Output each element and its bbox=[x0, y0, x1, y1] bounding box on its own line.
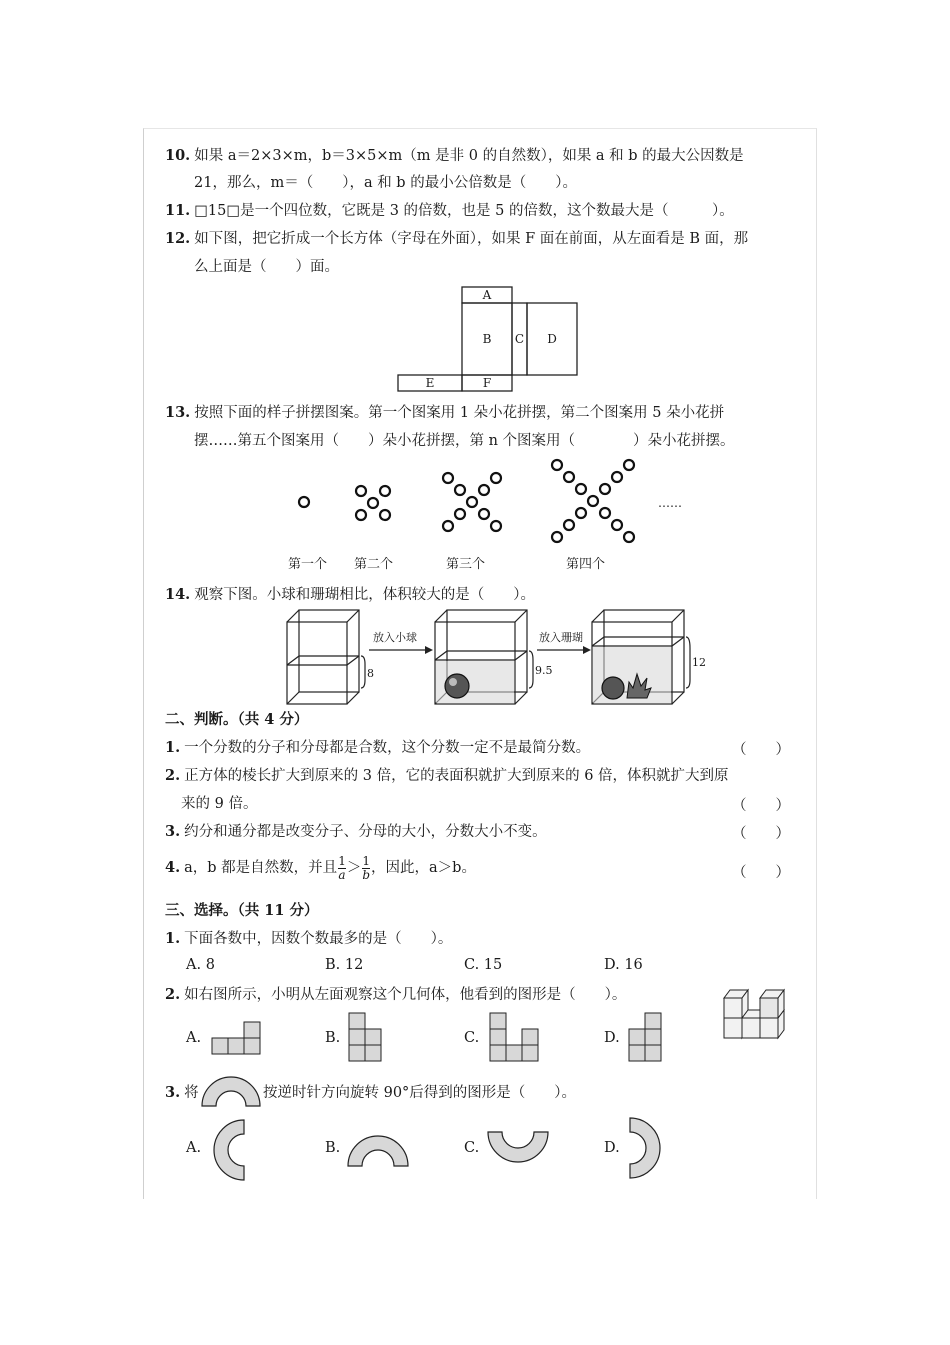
s3-q1-option-b[interactable]: B. 12 bbox=[325, 957, 364, 973]
level-label-2: 9.5 bbox=[535, 664, 553, 677]
section3-title: 三、选择。（共 11 分） bbox=[165, 902, 319, 919]
flower-patterns bbox=[290, 455, 690, 550]
s3-q3-option-a[interactable]: A. bbox=[186, 1140, 202, 1156]
s3-q2 bbox=[165, 985, 626, 1005]
s2-item1-number: 1. bbox=[165, 739, 181, 756]
s2-item4-pre: a，b 都是自然数，并且 bbox=[184, 860, 338, 876]
fraction-1-over-b bbox=[362, 855, 370, 882]
flower bbox=[612, 472, 622, 482]
flower bbox=[576, 484, 586, 494]
flower bbox=[600, 508, 610, 518]
cuboid-net-figure bbox=[395, 285, 585, 395]
q12-text1: 如下图，把它折成一个长方体（字母在外面），如果 F 面在前面，从左面看是 B 面，那 bbox=[194, 231, 749, 247]
gt-sign: ＞ bbox=[346, 860, 362, 876]
s3-q3-option-d[interactable]: D. bbox=[604, 1140, 620, 1156]
q3-choice-a-shape bbox=[208, 1118, 248, 1182]
flower bbox=[491, 521, 501, 531]
caption-first: 第一个 bbox=[288, 557, 328, 572]
q13-line1 bbox=[165, 403, 724, 423]
s2-item2-text1: 正方体的棱长扩大到原来的 3 倍，它的表面积就扩大到原来的 6 倍，体积就扩大到原 bbox=[184, 768, 729, 784]
s2-item2-line2: 来的 9 倍。 bbox=[181, 796, 258, 812]
s2-item4 bbox=[165, 854, 476, 882]
flower bbox=[299, 497, 309, 507]
q12-line2: 么上面是（ ）面。 bbox=[194, 259, 339, 275]
q11-line bbox=[165, 201, 734, 221]
s3-q3-number: 3. bbox=[165, 1084, 181, 1101]
net-label-b: B bbox=[482, 332, 492, 346]
s3-q3-option-c[interactable]: C. bbox=[464, 1140, 480, 1156]
s2-item2 bbox=[165, 766, 729, 786]
s3-q2-option-d[interactable]: D. bbox=[604, 1030, 620, 1046]
q12-line1 bbox=[165, 229, 748, 249]
flower bbox=[455, 485, 465, 495]
q3-choice-d-shape bbox=[626, 1116, 666, 1180]
flower bbox=[564, 472, 574, 482]
arch-shape-icon bbox=[200, 1072, 262, 1108]
flower bbox=[479, 509, 489, 519]
s3-q1-text: 下面各数中，因数个数最多的是（ ）。 bbox=[184, 931, 453, 947]
q10-text1: 如果 a＝2×3×m，b＝3×5×m（m 是非 0 的自然数），如果 a 和 b 的最大公因数是 bbox=[194, 148, 744, 164]
caption-fourth: 第四个 bbox=[566, 557, 606, 572]
net-label-d: D bbox=[547, 332, 557, 346]
q13-line2: 摆……第五个图案用（ ）朵小花拼摆，第 n 个图案用（ ）朵小花拼摆。 bbox=[194, 433, 735, 449]
net-label-f: F bbox=[482, 376, 492, 390]
flower bbox=[380, 510, 390, 520]
q13-number: 13. bbox=[165, 404, 191, 421]
q10-line1 bbox=[165, 146, 744, 166]
level-label-3: 12 bbox=[692, 656, 706, 669]
flower bbox=[552, 532, 562, 542]
pattern-ellipsis: …… bbox=[658, 496, 682, 510]
s3-q2-option-c[interactable]: C. bbox=[464, 1030, 480, 1046]
flower bbox=[576, 508, 586, 518]
s3-q3 bbox=[165, 1083, 199, 1103]
s2-answer-1[interactable]: （ ） bbox=[732, 742, 790, 758]
s2-answer-3[interactable]: （ ） bbox=[732, 826, 790, 842]
s2-item3 bbox=[165, 822, 547, 842]
ball-icon bbox=[445, 674, 469, 698]
s3-q2-number: 2. bbox=[165, 986, 181, 1003]
q3-choice-c-shape bbox=[486, 1130, 550, 1168]
net-label-c: C bbox=[514, 332, 525, 346]
flower bbox=[552, 460, 562, 470]
s3-q1-option-d[interactable]: D. 16 bbox=[604, 957, 643, 973]
flower bbox=[624, 532, 634, 542]
flower bbox=[624, 460, 634, 470]
flower bbox=[491, 473, 501, 483]
q2-choice-d-shape bbox=[627, 1011, 665, 1065]
q2-choice-b-shape bbox=[347, 1011, 385, 1065]
flower bbox=[356, 486, 366, 496]
s3-q1 bbox=[165, 929, 452, 949]
s3-q2-option-a[interactable]: A. bbox=[186, 1030, 202, 1046]
q10-number: 10. bbox=[165, 147, 191, 164]
level-label-1: 8 bbox=[367, 667, 374, 680]
flower bbox=[443, 473, 453, 483]
q14-text: 观察下图。小球和珊瑚相比，体积较大的是（ ）。 bbox=[194, 587, 535, 603]
ball-icon-2 bbox=[602, 677, 624, 699]
q10-line2: 21，那么，m＝（ ），a 和 b 的最小公倍数是（ ）。 bbox=[194, 175, 577, 191]
caption-third: 第三个 bbox=[446, 557, 486, 572]
s2-item4-number: 4. bbox=[165, 859, 181, 876]
caption-second: 第二个 bbox=[354, 557, 394, 572]
s3-q2-text: 如右图所示，小明从左面观察这个几何体，他看到的图形是（ ）。 bbox=[184, 987, 627, 1003]
net-label-a: A bbox=[482, 288, 492, 302]
s2-item1-text: 一个分数的分子和分母都是合数，这个分数一定不是最简分数。 bbox=[184, 740, 591, 756]
q2-choice-c-shape bbox=[488, 1011, 542, 1065]
s3-q3-pre: 将 bbox=[184, 1085, 199, 1101]
arrow-label-ball: 放入小球 bbox=[373, 631, 417, 644]
section2-title: 二、判断。（共 4 分） bbox=[165, 711, 309, 728]
frac1-num: 1 bbox=[338, 853, 346, 868]
flower bbox=[467, 497, 477, 507]
s3-q1-option-c[interactable]: C. 15 bbox=[464, 957, 503, 973]
s2-item3-number: 3. bbox=[165, 823, 181, 840]
q14-number: 14. bbox=[165, 586, 191, 603]
s2-item4-post: ，因此，a＞b。 bbox=[371, 860, 476, 876]
water-container-figure bbox=[285, 608, 705, 708]
s3-q3-option-b[interactable]: B. bbox=[325, 1140, 341, 1156]
flower bbox=[443, 521, 453, 531]
cube-solid-figure bbox=[722, 980, 792, 1042]
q3-choice-b-shape bbox=[346, 1130, 410, 1168]
q12-number: 12. bbox=[165, 230, 191, 247]
frac2-den: b bbox=[362, 867, 371, 882]
net-label-e: E bbox=[425, 376, 435, 390]
q13-text1: 按照下面的样子拼摆图案。第一个图案用 1 朵小花拼摆，第二个图案用 5 朵小花拼 bbox=[194, 405, 725, 421]
flower bbox=[564, 520, 574, 530]
q11-number: 11. bbox=[165, 202, 191, 219]
flower bbox=[380, 486, 390, 496]
s3-q1-option-a[interactable]: A. 8 bbox=[186, 957, 215, 973]
flower bbox=[479, 485, 489, 495]
flower bbox=[600, 484, 610, 494]
flower bbox=[612, 520, 622, 530]
frac1-den: a bbox=[338, 867, 346, 882]
s3-q3-post: 按逆时针方向旋转 90°后得到的图形是（ ）。 bbox=[263, 1085, 577, 1101]
arrow-label-coral: 放入珊瑚 bbox=[539, 631, 583, 644]
q2-choice-a-shape bbox=[210, 1020, 262, 1058]
s2-item1 bbox=[165, 738, 590, 758]
fraction-1-over-a bbox=[338, 855, 346, 882]
s3-q1-number: 1. bbox=[165, 930, 181, 947]
s2-item3-text: 约分和通分都是改变分子、分母的大小，分数大小不变。 bbox=[184, 824, 547, 840]
frac2-num: 1 bbox=[362, 853, 370, 868]
s3-q2-option-b[interactable]: B. bbox=[325, 1030, 341, 1046]
s2-answer-4[interactable]: （ ） bbox=[732, 865, 790, 881]
flower bbox=[455, 509, 465, 519]
flower bbox=[356, 510, 366, 520]
flower bbox=[368, 498, 378, 508]
q11-text: □15□是一个四位数，它既是 3 的倍数，也是 5 的倍数，这个数最大是（ ）。 bbox=[194, 203, 734, 219]
flower bbox=[588, 496, 598, 506]
s2-answer-2[interactable]: （ ） bbox=[732, 798, 790, 814]
q14-line bbox=[165, 585, 535, 605]
s2-item2-number: 2. bbox=[165, 767, 181, 784]
